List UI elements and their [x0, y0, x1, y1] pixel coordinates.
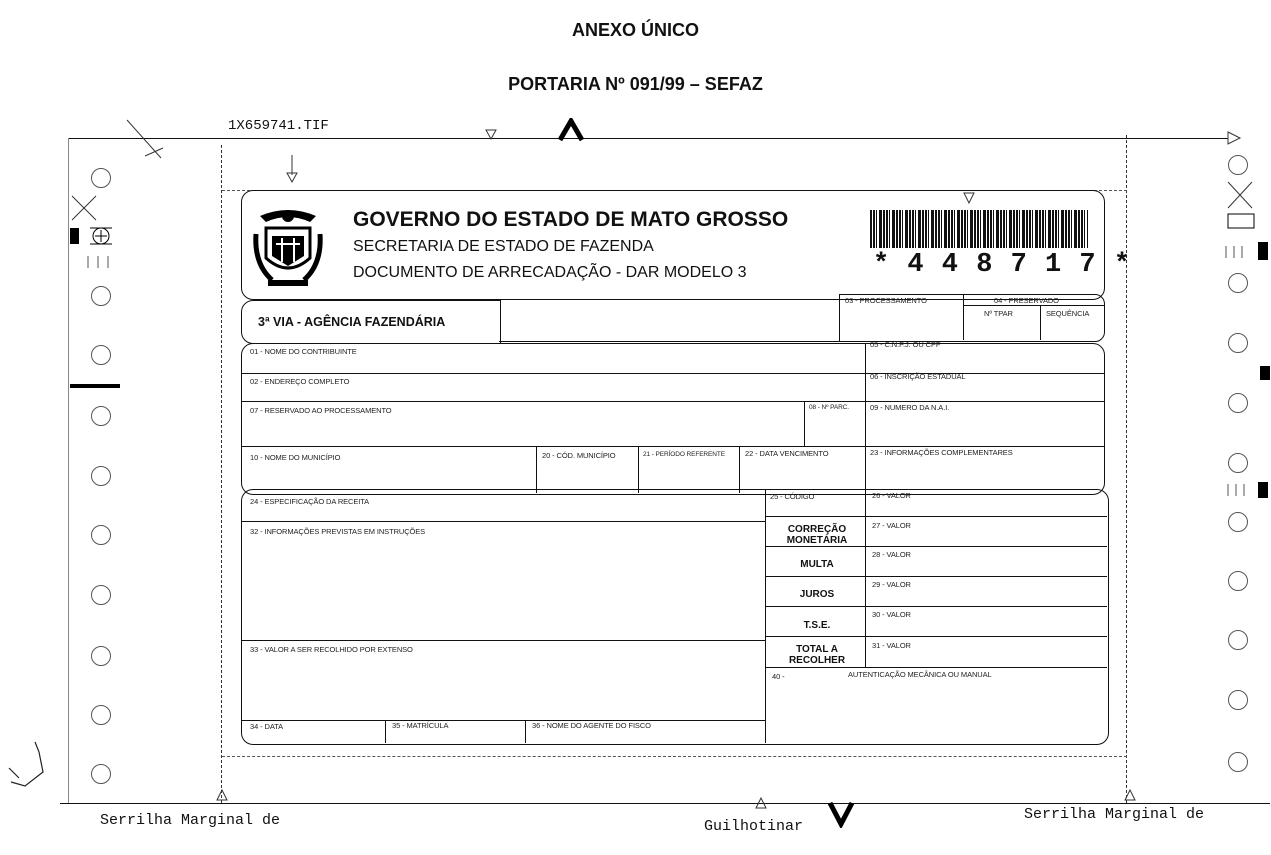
- field-36-label: 36 - NOME DO AGENTE DO FISCO: [532, 721, 651, 730]
- arrow-up-icon: [215, 788, 229, 804]
- registration-mark-icon: [68, 192, 118, 272]
- paper-bottom-edge: [60, 803, 1270, 804]
- field-05-label: 05 - C.N.P.J. OU CPF: [870, 340, 941, 349]
- divider: [242, 720, 765, 721]
- field-10-label: 10 - NOME DO MUNICÍPIO: [250, 453, 341, 462]
- field-04b-label: SEQUÊNCIA: [1046, 309, 1090, 318]
- footer-right-note: Serrilha Marginal de: [1024, 806, 1205, 823]
- field-08-label: 08 - Nº PARC.: [809, 404, 849, 411]
- secretaria-name: SECRETARIA DE ESTADO DE FAZENDA: [353, 238, 654, 255]
- field-07-label: 07 - RESERVADO AO PROCESSAMENTO: [250, 406, 392, 415]
- field-02-label: 02 - ENDEREÇO COMPLETO: [250, 377, 350, 386]
- field-24-label: 24 - ESPECIFICAÇÃO DA RECEITA: [250, 497, 370, 506]
- feed-hole: [91, 525, 111, 545]
- divider: [804, 401, 805, 447]
- divider: [963, 294, 964, 340]
- divider: [242, 373, 1104, 374]
- feed-hole: [91, 168, 111, 188]
- feed-hole: [1228, 752, 1248, 772]
- feed-hole: [1228, 155, 1248, 175]
- field-33-label: 33 - VALOR A SER RECOLHIDO POR EXTENSO: [250, 645, 413, 654]
- portaria-title: PORTARIA Nº 091/99 – SEFAZ: [508, 74, 763, 94]
- divider: [765, 636, 1107, 637]
- field-21-label: 21 - PERÍODO REFERENTE: [643, 451, 725, 458]
- feed-hole: [91, 345, 111, 365]
- field-27-label: 27 - VALOR: [872, 521, 911, 530]
- field-06-label: 06 - INSCRIÇÃO ESTADUAL: [870, 372, 966, 381]
- divider: [242, 640, 765, 641]
- feed-hole: [91, 764, 111, 784]
- divider: [525, 720, 526, 743]
- bottom-cut-line: [222, 756, 1127, 757]
- divider: [865, 343, 866, 493]
- annex-title: ANEXO ÚNICO: [571, 20, 699, 40]
- field-01-label: 01 - NOME DO CONTRIBUINTE: [250, 347, 357, 356]
- divider: [1040, 305, 1041, 340]
- pen-mark-icon: [5, 738, 55, 796]
- gov-title: GOVERNO DO ESTADO DE MATO GROSSO: [353, 208, 789, 231]
- field-22-label: 22 - DATA VENCIMENTO: [745, 449, 829, 458]
- field-04-label: 04 - PRESERVADO: [994, 296, 1059, 305]
- juros-label: JUROS: [799, 589, 835, 600]
- divider: [499, 341, 839, 342]
- registration-mark-icon: [1222, 178, 1271, 498]
- registration-bar: [70, 384, 120, 388]
- feed-hole: [91, 406, 111, 426]
- field-29-label: 29 - VALOR: [872, 580, 911, 589]
- feed-hole: [91, 286, 111, 306]
- field-04a-label: Nº TPAR: [984, 309, 1013, 318]
- divider: [765, 576, 1107, 577]
- down-caret-icon: [826, 800, 856, 828]
- feed-hole: [91, 705, 111, 725]
- field-09-label: 09 - NUMERO DA N.A.I.: [870, 403, 950, 412]
- divider: [638, 446, 639, 493]
- divider: [242, 521, 765, 522]
- via-label: 3ª VIA - AGÊNCIA FAZENDÁRIA: [258, 315, 446, 329]
- left-perforation: [221, 145, 222, 803]
- divider: [242, 401, 1104, 402]
- divider: [242, 446, 1104, 447]
- barcode-number: * 4 4 8 7 1 7 *: [873, 250, 1132, 280]
- divider: [765, 546, 1107, 547]
- divider: [739, 446, 740, 493]
- field-25-label: 25 - CÓDIGO: [770, 492, 815, 501]
- field-20-label: 20 - CÓD. MUNICÍPIO: [542, 451, 616, 460]
- divider: [385, 720, 386, 743]
- multa-label: MULTA: [800, 559, 834, 570]
- arrow-down-icon: [285, 155, 299, 185]
- field-32-label: 32 - INFORMAÇÕES PREVISTAS EM INSTRUÇÕES: [250, 527, 426, 536]
- divider: [765, 489, 766, 743]
- footer-left-note: Serrilha Marginal de: [100, 812, 281, 829]
- coat-of-arms-icon: [252, 204, 324, 292]
- feed-hole: [91, 646, 111, 666]
- feed-hole: [91, 585, 111, 605]
- arrow-marker-icon: [1226, 130, 1242, 146]
- file-name: 1X659741.TIF: [228, 118, 329, 134]
- footer-center-note: Guilhotinar: [704, 818, 804, 835]
- field-28-label: 28 - VALOR: [872, 550, 911, 559]
- field-03-label: 03 - PROCESSAMENTO: [845, 296, 927, 305]
- field-40-auth-label: AUTENTICAÇÃO MECÂNICA OU MANUAL: [848, 670, 992, 679]
- field-30-label: 30 - VALOR: [872, 610, 911, 619]
- divider: [963, 305, 1104, 306]
- divider: [536, 446, 537, 493]
- divider: [765, 516, 1107, 517]
- field-40-label: 40 -: [772, 672, 785, 681]
- total-label: TOTAL A RECOLHER: [788, 644, 846, 666]
- feed-hole: [1228, 512, 1248, 532]
- field-35-label: 35 - MATRÍCULA: [392, 721, 449, 730]
- tse-label: T.S.E.: [803, 620, 831, 631]
- field-26-label: 26 - VALOR: [872, 491, 911, 500]
- feed-hole: [91, 466, 111, 486]
- divider: [765, 667, 1107, 668]
- arrow-marker-icon: [484, 128, 498, 142]
- right-perforation: [1126, 135, 1127, 803]
- arrow-up-icon: [754, 796, 768, 810]
- field-31-label: 31 - VALOR: [872, 641, 911, 650]
- feed-hole: [1228, 690, 1248, 710]
- feed-hole: [1228, 571, 1248, 591]
- corner-mark-icon: [125, 118, 165, 163]
- feed-hole: [1228, 630, 1248, 650]
- field-34-label: 34 - DATA: [250, 722, 283, 731]
- contributor-block: [241, 343, 1105, 495]
- divider: [765, 606, 1107, 607]
- arrow-up-icon: [1123, 788, 1137, 804]
- barcode: [870, 210, 1088, 248]
- paper-top-edge: [68, 138, 1228, 139]
- up-caret-icon: [556, 118, 586, 142]
- document-title: DOCUMENTO DE ARRECADAÇÃO - DAR MODELO 3: [353, 264, 747, 281]
- field-23-label: 23 - INFORMAÇÕES COMPLEMENTARES: [870, 448, 1013, 457]
- correcao-label: CORREÇÃO MONETÁRIA: [786, 524, 848, 546]
